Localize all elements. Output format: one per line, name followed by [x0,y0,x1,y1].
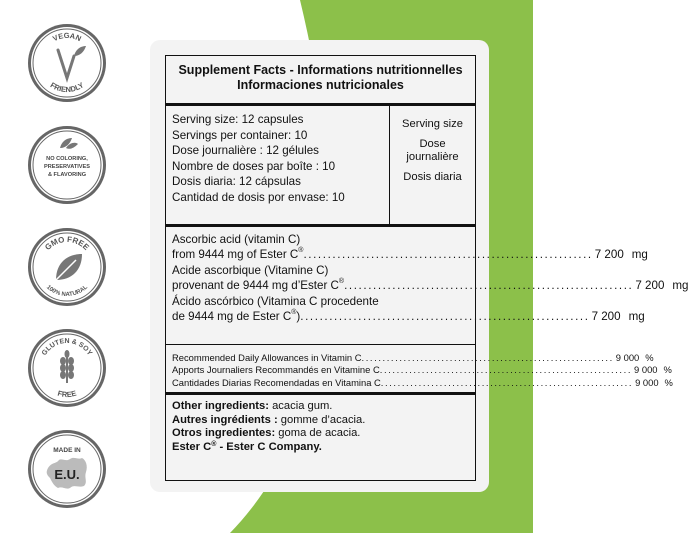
svg-text:NO COLORING,: NO COLORING, [46,156,88,162]
rda-value: 9 000 [634,364,658,376]
svg-text:PRESERVATIVES: PRESERVATIVES [43,164,91,170]
ingredient-value: 7 200 [591,310,621,324]
serving-size-header: Serving size [402,118,463,130]
ingredient-source: de 9444 mg de Ester C®) [172,309,301,324]
ingredient-source: from 9444 mg of Ester C® [172,247,304,262]
dot-leader: ............................................................ [361,352,614,363]
dot-leader: ............................................................ [303,248,593,262]
dose-journaliere-header: Dose journalière [406,137,459,163]
ingredient-row [172,309,645,324]
ingredient-unit: mg [628,310,645,324]
rda-value: 9 000 [635,376,659,388]
rda-unit: % [663,364,672,376]
rda-label: Recommended Daily Allowances in Vitamin C [172,352,362,363]
svg-text:& FLAVORING: & FLAVORING [47,172,87,178]
serving-line: Nombre de doses par boîte : 10 [172,159,336,173]
title-line-2: Informaciones nutricionales [237,78,404,92]
rda-label: Cantidades Diarias Recomendadas en Vitamina C [172,376,381,388]
vegan-friendly-badge [26,22,108,104]
ingredient-value: 7 200 [635,279,665,293]
svg-text:MADE IN: MADE IN [53,447,81,454]
dot-leader: ............................................................ [344,279,634,293]
serving-line: Servings per container: 10 [172,128,308,142]
supplement-facts-panel [165,55,689,481]
dot-leader: ............................................................ [379,364,633,376]
svg-text:100% NATURAL: 100% NATURAL [45,284,89,299]
dot-leader: ............................................................ [380,376,634,388]
ingredient-unit: mg [672,279,689,293]
svg-text:E.U.: E.U. [54,467,80,482]
ingredient-value: 7 200 [594,248,624,262]
other-ingredients-section [166,395,475,459]
serving-line: Serving size: 12 capsules [172,113,304,126]
svg-text:VEGAN: VEGAN [51,30,83,44]
other-ingredient-line: Autres ingrédients : gomme d’acacia. [172,413,366,426]
dot-leader: ............................................................ [300,310,590,324]
rda-unit: % [664,376,673,388]
ingredient-name: Acide ascorbique (Vitamine C) [172,263,329,277]
ester-company-line: Ester C® - Ester C Company. [172,440,322,453]
rda-unit: % [645,352,654,363]
facts-title [166,56,475,106]
dosis-diaria-header: Dosis diaria [403,170,462,183]
ingredients-section [166,227,689,345]
svg-text:FRIENDLY: FRIENDLY [48,80,86,95]
other-ingredient-line: Other ingredients: acacia gum. [172,400,333,412]
serving-column-header [390,106,475,224]
svg-text:GMO FREE: GMO FREE [43,234,91,253]
ingredient-source: provenant de 9444 mg d’Ester C® [172,278,345,293]
gmo-free-badge [26,226,108,308]
ingredient-name: Ácido ascórbico (Vitamina C procedente [172,294,379,308]
ingredient-row [172,247,648,262]
ingredient-unit: mg [631,248,648,262]
serving-info [166,106,390,224]
rda-section [166,345,673,395]
gluten-soy-free-badge [26,327,108,409]
no-coloring-badge [26,124,108,206]
svg-text:GLUTEN & SOY: GLUTEN & SOY [41,338,94,357]
other-ingredient-line: Otros ingredientes: goma de acacia. [172,427,361,440]
made-in-eu-badge [26,428,108,510]
ingredient-item [172,294,645,325]
ingredient-row [172,278,689,293]
rda-row [172,376,673,389]
ingredient-item [172,263,689,294]
rda-label: Apports Journaliers Recommandés en Vitamine C [172,364,380,376]
rda-row [172,364,672,376]
ingredient-item [172,232,648,263]
serving-line: Dosis diaria: 12 cápsulas [172,175,301,189]
serving-section [166,106,475,227]
svg-text:FREE: FREE [56,388,78,400]
ingredient-name: Ascorbic acid (vitamin C) [172,233,301,246]
rda-value: 9 000 [615,352,640,363]
title-line-1: Supplement Facts - Informations nutritionnelles [178,63,463,77]
serving-line: Dose journalière : 12 gélules [172,144,319,158]
serving-line: Cantidad de dosis por envase: 10 [172,190,345,204]
rda-row [172,352,654,364]
